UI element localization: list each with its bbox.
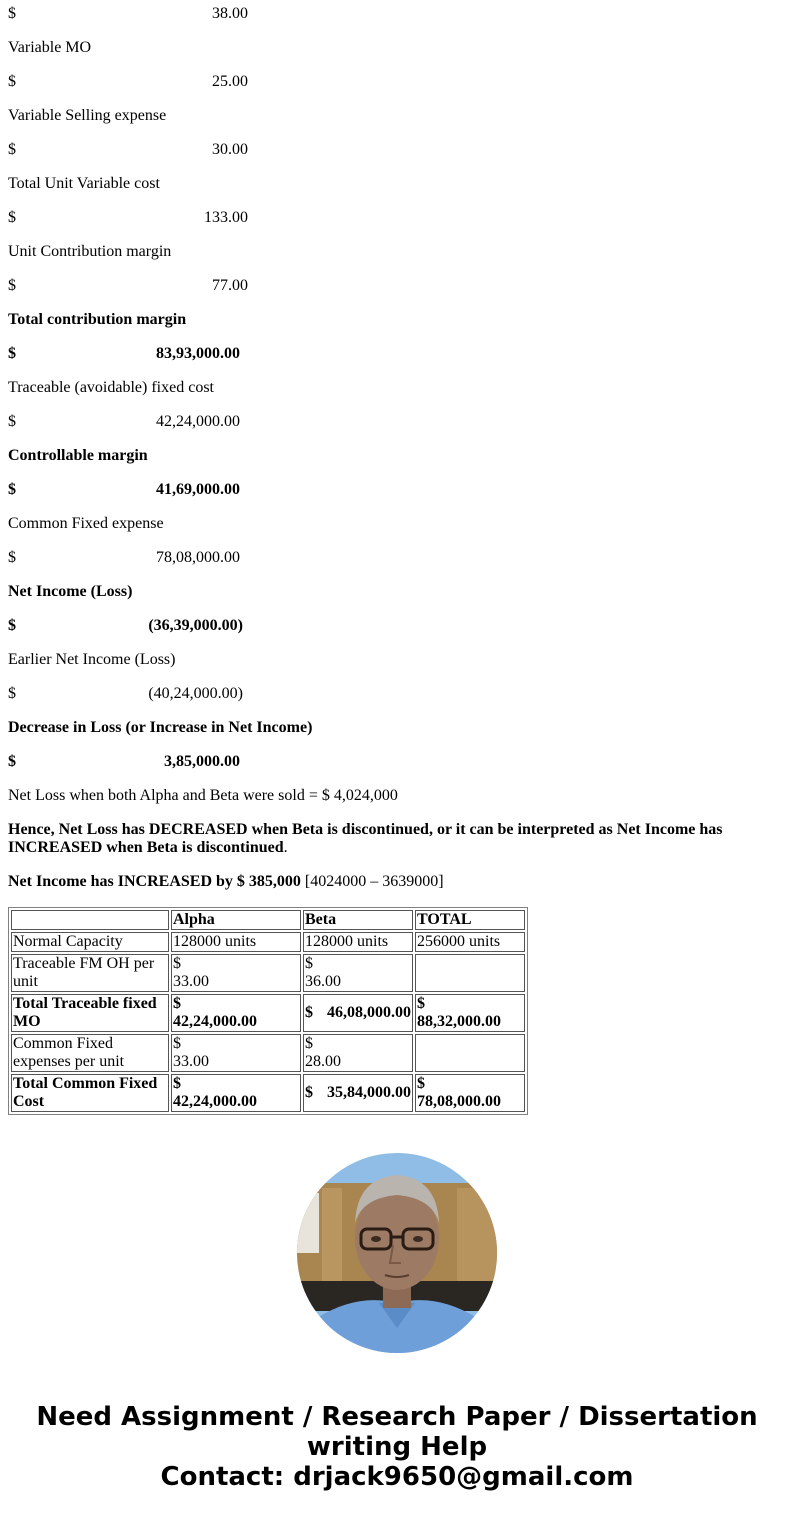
amount-line-variable-mo [8,73,268,91]
cell-dollar: $ [305,955,313,972]
label-variable-mo: Variable MO [8,39,92,56]
table-row-normal-capacity [11,932,525,952]
cell-beta [303,1074,413,1112]
label-net-income-loss: Net Income (Loss) [8,583,133,600]
amount-value: 78,08,000.00 [156,549,240,566]
row-label: Common Fixed expenses per unit [11,1034,169,1072]
amount-value: 38.00 [212,5,248,22]
cell-dollar: $ [173,995,181,1012]
cell-dollar: $ [305,1004,313,1021]
cell-alpha [171,1074,301,1112]
footer-line-1: Need Assignment / Research Paper / Dissertation [36,1402,758,1432]
table-row-common-fixed-per-unit [11,1034,525,1072]
currency-symbol: $ [8,73,16,90]
footer-contact-email: Contact: drjack9650@gmail.com [160,1462,634,1492]
currency-symbol: $ [8,345,16,362]
cell-dollar: $ [173,955,181,972]
note-conclusion [8,821,768,857]
currency-symbol: $ [8,5,16,22]
currency-symbol: $ [8,685,16,702]
currency-symbol: $ [8,141,16,158]
cell-value: 36.00 [305,973,341,990]
amount-value: 42,24,000.00 [156,413,240,430]
amount-value: 133.00 [204,209,248,226]
amount-line-total-contribution-margin [8,345,268,363]
label-total-unit-variable-cost: Total Unit Variable cost [8,175,160,192]
cell-dollar: $ [417,1075,425,1092]
person-portrait-icon [297,1153,497,1353]
note-increase [8,873,444,891]
cell-total: 256000 units [415,932,525,952]
cell-beta [303,954,413,992]
amount-line-decrease-in-loss [8,753,268,771]
amount-line-earlier-net-income-loss [8,685,268,703]
amount-line-direct-labor [8,5,268,23]
table-header-row [11,910,525,930]
cell-value: 78,08,000.00 [417,1093,501,1110]
label-unit-contribution-margin: Unit Contribution margin [8,243,172,260]
cell-value: 35,84,000.00 [327,1084,411,1101]
table-row-total-traceable-fixed-mo [11,994,525,1032]
cell-dollar: $ [173,1075,181,1092]
amount-line-total-unit-variable-cost [8,209,268,227]
cell-value: 33.00 [173,973,209,990]
label-earlier-net-income-loss: Earlier Net Income (Loss) [8,651,176,668]
cell-beta [303,994,413,1032]
currency-symbol: $ [8,549,16,566]
cell-value: 28.00 [305,1053,341,1070]
conclusion-bold-text: Hence, Net Loss has DECREASED when Beta is discontinued, or it can be interpreted as Net Income has INCREASED when Beta is discontinued [8,821,723,856]
author-avatar [297,1153,497,1353]
note-net-loss-both: Net Loss when both Alpha and Beta were sold = $ 4,024,000 [8,787,398,804]
cell-alpha: 128000 units [171,932,301,952]
currency-symbol: $ [8,753,16,770]
income-statement [8,0,786,770]
row-label: Total Common Fixed Cost [11,1074,169,1112]
label-common-fixed-expense: Common Fixed expense [8,515,164,532]
amount-value: 41,69,000.00 [156,481,240,498]
amount-value: (36,39,000.00) [148,617,243,634]
header-cell-total: TOTAL [415,910,525,930]
amount-line-controllable-margin [8,481,268,499]
label-controllable-margin: Controllable margin [8,447,148,464]
label-variable-selling-expense: Variable Selling expense [8,107,167,124]
cell-beta: 128000 units [303,932,413,952]
amount-value: 25.00 [212,73,248,90]
footer-line-2: writing Help [306,1432,488,1462]
product-comparison-table [8,907,528,1115]
cell-dollar: $ [305,1084,313,1101]
amount-line-traceable-fixed-cost [8,413,268,431]
cell-dollar: $ [305,1035,313,1052]
increase-calculation: [4024000 – 3639000] [300,873,444,890]
cell-total [415,994,525,1032]
currency-symbol: $ [8,209,16,226]
header-cell-alpha: Alpha [171,910,301,930]
cell-value: 42,24,000.00 [173,1093,257,1110]
contact-footer [0,1402,794,1492]
cell-value: 33.00 [173,1053,209,1070]
row-label: Normal Capacity [11,932,169,952]
label-traceable-fixed-cost: Traceable (avoidable) fixed cost [8,379,214,396]
currency-symbol: $ [8,617,16,634]
cell-alpha [171,954,301,992]
cell-alpha [171,1034,301,1072]
amount-line-variable-selling-expense [8,141,268,159]
amount-value: 3,85,000.00 [164,753,240,770]
row-label: Traceable FM OH per unit [11,954,169,992]
increase-bold-text: Net Income has INCREASED by $ 385,000 [8,873,301,890]
cell-total [415,1034,525,1072]
header-cell-beta: Beta [303,910,413,930]
amount-value: (40,24,000.00) [148,685,243,702]
amount-value: 77.00 [212,277,248,294]
currency-symbol: $ [8,413,16,430]
amount-line-unit-contribution-margin [8,277,268,295]
currency-symbol: $ [8,481,16,498]
table-row-total-common-fixed-cost [11,1074,525,1112]
amount-line-net-income-loss [8,617,268,635]
cell-value: 42,24,000.00 [173,1013,257,1030]
cell-value: 88,32,000.00 [417,1013,501,1030]
conclusion-period: . [283,839,288,856]
label-total-contribution-margin: Total contribution margin [8,311,187,328]
amount-value: 30.00 [212,141,248,158]
cell-dollar: $ [173,1035,181,1052]
header-cell-empty [11,910,169,930]
cell-total [415,1074,525,1112]
cell-total [415,954,525,992]
cell-alpha [171,994,301,1032]
row-label: Total Traceable fixed MO [11,994,169,1032]
amount-value: 83,93,000.00 [156,345,240,362]
amount-line-common-fixed-expense [8,549,268,567]
table-row-traceable-fm-oh [11,954,525,992]
label-decrease-in-loss: Decrease in Loss (or Increase in Net Income) [8,719,313,736]
currency-symbol: $ [8,277,16,294]
cell-beta [303,1034,413,1072]
cell-dollar: $ [417,995,425,1012]
cell-value: 46,08,000.00 [327,1004,411,1021]
